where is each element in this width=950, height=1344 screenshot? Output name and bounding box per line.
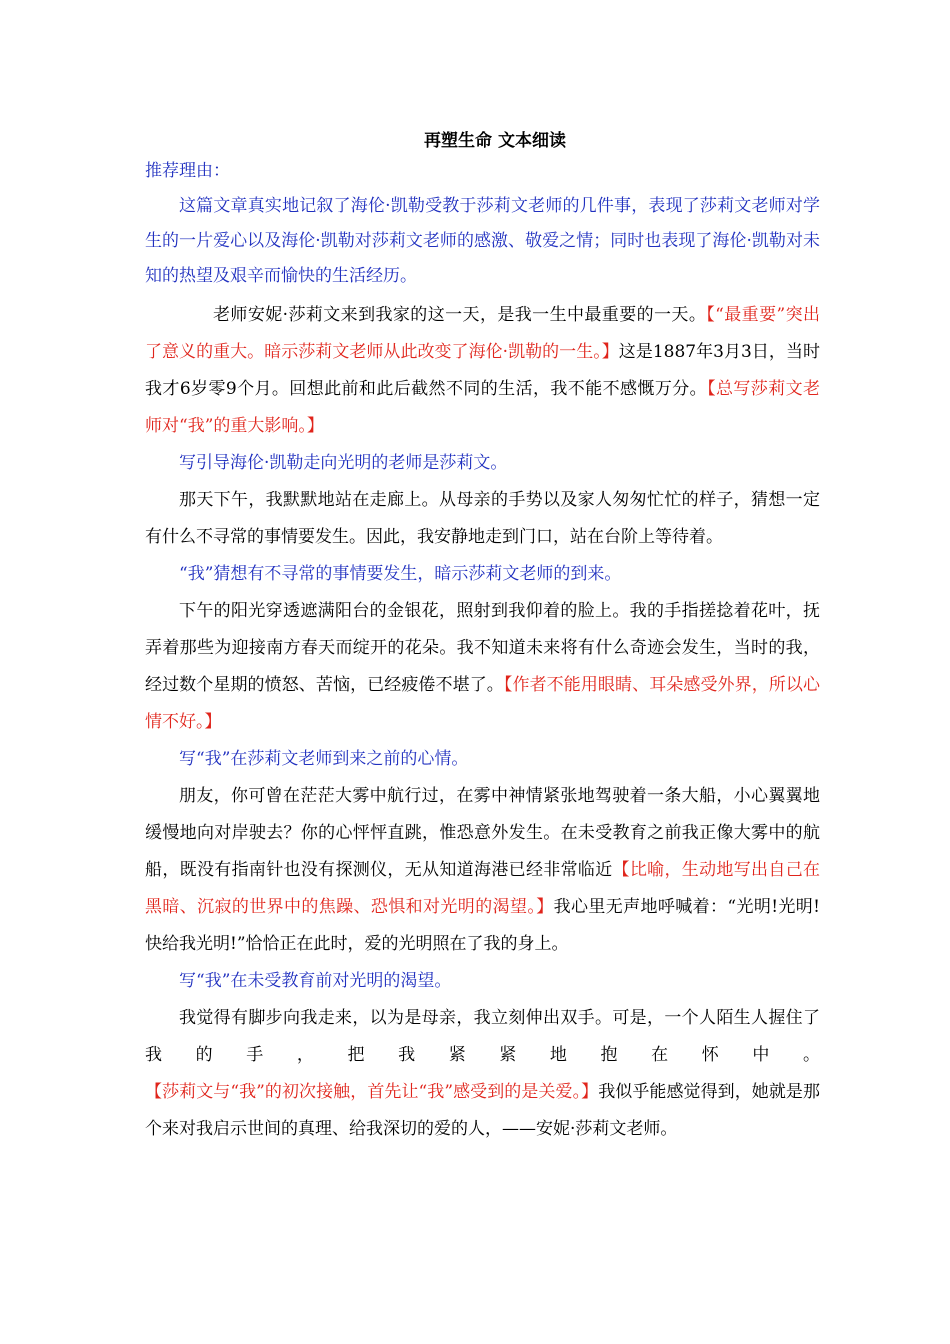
- text-body: [145, 297, 820, 1148]
- paragraph-text: 朋友，你可曾在茫茫大雾中航行过，在雾中神情紧张地驾驶着一条大船，小心翼翼地缓慢地向对岸驶去？你的心怦怦直跳，惟恐意外发生。在未受教育之前我正像大雾中的航船，既没有指南针也没有探测仪，无从知道海港已经非常临近: [145, 786, 820, 880]
- annotation-note: 【莎莉文与“我”的初次接触，首先让“我”感受到的是关爱。】: [145, 1082, 599, 1102]
- paragraph-text: 我觉得有脚步向我走来，以为是母亲，我立刻伸出双手。可是，一个人陌生人握住了我的手，把我紧紧地抱在怀中。: [145, 1008, 820, 1065]
- paragraph-text: 这是1887年3月3日，当时我才6岁零9个月。回想此前和此后截然不同的生活，我不能不感慨万分。: [145, 342, 820, 399]
- annotation-note: 【作者不能用眼睛、耳朵感受外界，所以心情不好。】: [145, 675, 821, 732]
- paragraph-4: [145, 778, 820, 963]
- summary-1: 写引导海伦·凯勒走向光明的老师是莎莉文。: [179, 453, 508, 473]
- recommend-heading: 推荐理由：: [145, 161, 230, 181]
- paragraph-3: [145, 593, 820, 741]
- annotation-note: 【总写莎莉文老师对“我”的重大影响。】: [145, 379, 821, 436]
- annotation-note: 【比喻，生动地写出自己在黑暗、沉寂的世界中的焦躁、恐惧和对光明的渴望。】: [145, 860, 821, 917]
- paragraph-5: [145, 1000, 820, 1148]
- paragraph-text: 那天下午，我默默地站在走廊上。从母亲的手势以及家人匆匆忙忙的样子，猜想一定有什么不寻常的事情要发生。因此，我安静地走到门口，站在台阶上等待着。: [145, 490, 820, 547]
- paragraph-text: 老师安妮·莎莉文来到我家的这一天，是我一生中最重要的一天。: [213, 305, 707, 325]
- summary-2: “我”猜想有不寻常的事情要发生，暗示莎莉文老师的到来。: [179, 564, 622, 584]
- annotation-note: 【“最重要”突出了意义的重大。暗示莎莉文老师从此改变了海伦·凯勒的一生。】: [145, 305, 820, 362]
- paragraph-text: 下午的阳光穿透遮满阳台的金银花，照射到我仰着的脸上。我的手指搓捻着花叶，抚弄着那些为迎接南方春天而绽开的花朵。我不知道未来将有什么奇迹会发生，当时的我，经过数个星期的愤怒、苦恼，已经疲倦不堪了。: [145, 601, 820, 695]
- summary-4: 写“我”在未受教育前对光明的渴望。: [179, 971, 452, 991]
- recommend-section: [145, 154, 820, 294]
- paragraph-text: 我心里无声地呼喊着：“光明!光明!快给我光明!”恰恰正在此时，爱的光明照在了我的身上。: [145, 897, 821, 954]
- page-title: 再塑生命 文本细读: [424, 131, 566, 151]
- summary-3: 写“我”在莎莉文老师到来之前的心情。: [179, 749, 469, 769]
- paragraph-text: 我似乎能感觉得到，她就是那个来对我启示世间的真理、给我深切的爱的人，——安妮·莎莉文老师。: [145, 1082, 821, 1139]
- paragraph-1: [145, 297, 820, 445]
- recommend-text: 这篇文章真实地记叙了海伦·凯勒受教于莎莉文老师的几件事，表现了莎莉文老师对学生的一片爱心以及海伦·凯勒对莎莉文老师的感激、敬爱之情；同时也表现了海伦·凯勒对未知的热望及艰辛而愉快的生活经历。: [145, 196, 820, 286]
- paragraph-2: [145, 482, 820, 556]
